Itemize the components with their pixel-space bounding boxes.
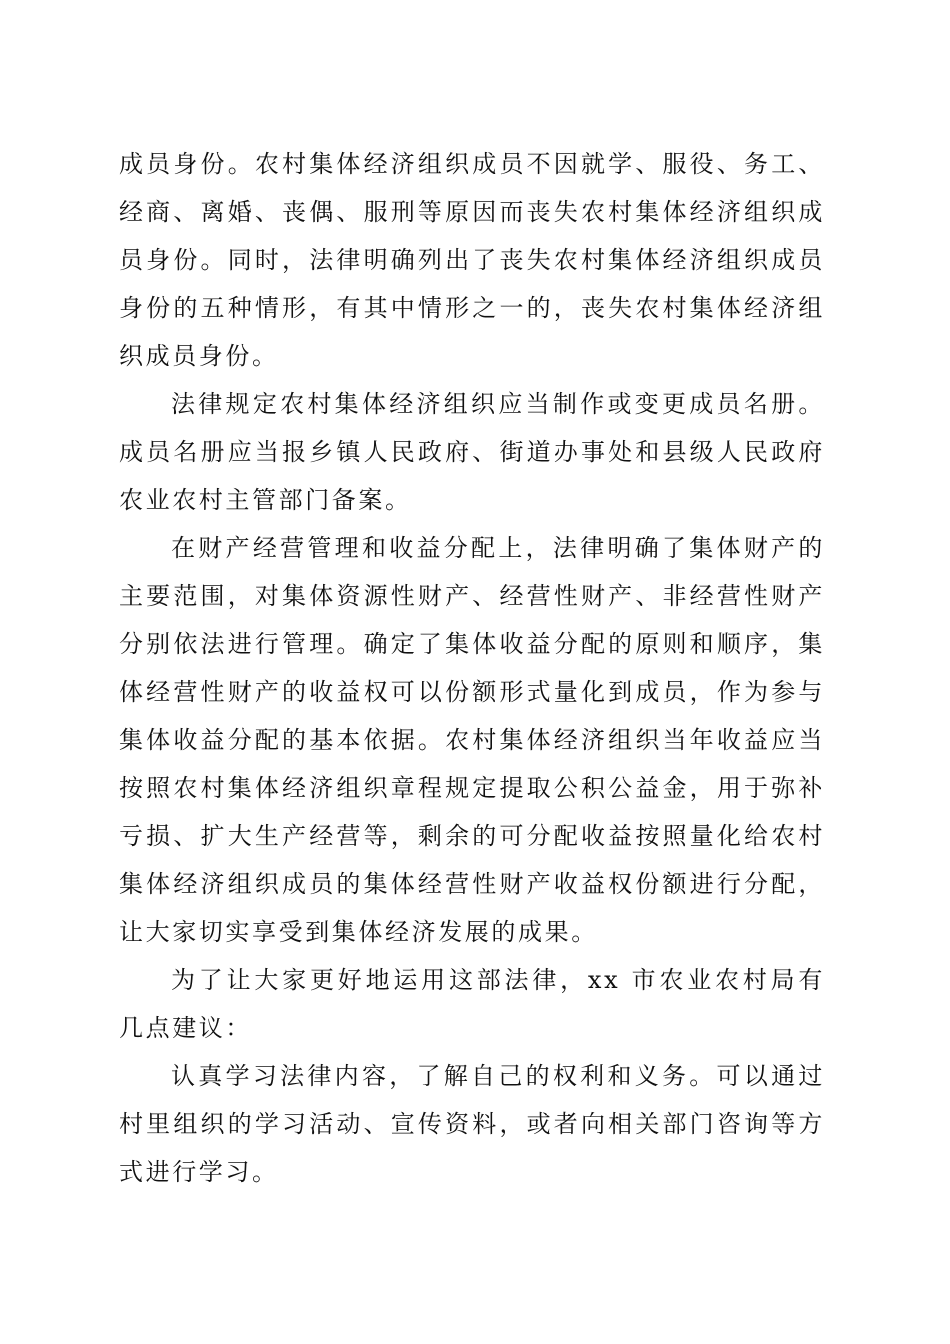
paragraph-suggestions-intro: 为了让大家更好地运用这部法律，xx 市农业农村局有几点建议： [119,966,825,1042]
paragraph-suggestion-study-law: 认真学习法律内容，了解自己的权利和义务。可以通过村里组织的学习活动、宣传资料，或者向相关部门咨询等方式进行学习。 [119,1062,825,1186]
paragraph-property-management: 在财产经营管理和收益分配上，法律明确了集体财产的主要范围，对集体资源性财产、经营性财产、非经营性财产分别依法进行管理。确定了集体收益分配的原则和顺序，集体经营性财产的收益权可以份额形式量化到成员，作为参与集体收益分配的基本依据。农村集体经济组织当年收益应当按照农村集体经济组织章程规定提取公积公益金，用于弥补亏损、扩大生产经营等，剩余的可分配收益按照量化给农村集体经济组织成员的集体经营性财产收益权份额进行分配，让大家切实享受到集体经济发展的成果。 [119,534,825,946]
document-body [119,140,825,1196]
paragraph-membership-continuation: 成员身份。农村集体经济组织成员不因就学、服役、务工、经商、离婚、丧偶、服刑等原因而丧失农村集体经济组织成员身份。同时，法律明确列出了丧失农村集体经济组织成员身份的五种情形，有其中情形之一的，丧失农村集体经济组织成员身份。 [119,150,825,370]
paragraph-member-register: 法律规定农村集体经济组织应当制作或变更成员名册。成员名册应当报乡镇人民政府、街道办事处和县级人民政府农业农村主管部门备案。 [119,390,825,514]
